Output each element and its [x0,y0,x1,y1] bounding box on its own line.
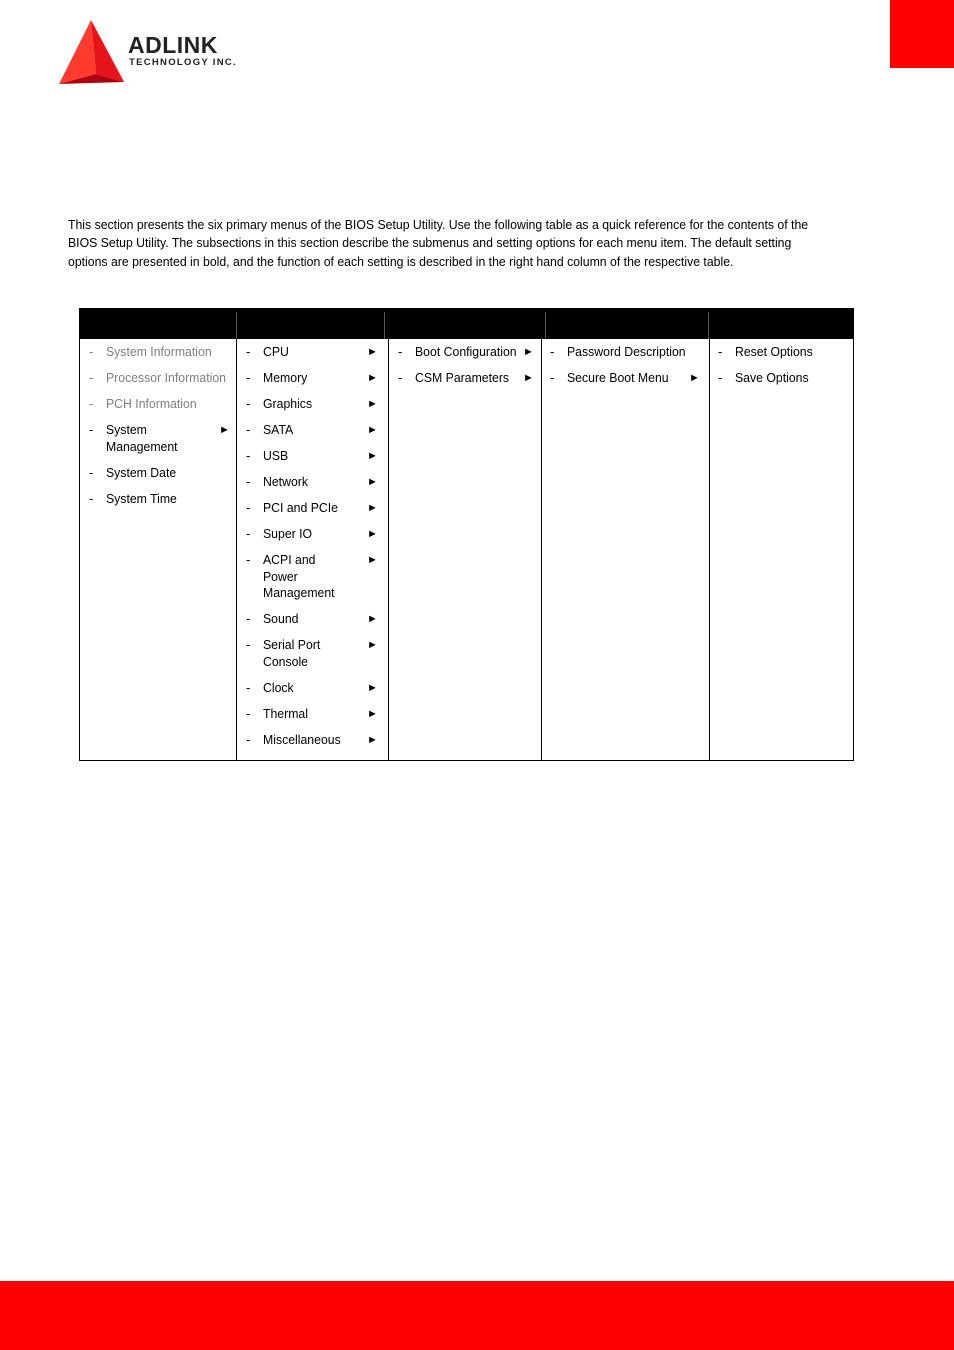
submenu-arrow-icon: ► [367,372,378,384]
menu-item[interactable] [246,552,381,602]
brand-name: ADLINK [128,32,218,58]
bullet-dash: - [246,731,251,747]
column-divider [388,339,389,760]
menu-item[interactable] [89,370,229,387]
menu-item[interactable] [89,344,229,361]
menu-item-label: System Information [106,344,212,359]
menu-item[interactable] [246,526,381,543]
submenu-arrow-icon: ► [367,613,378,625]
menu-item[interactable] [89,422,229,455]
menu-item[interactable] [718,370,848,387]
menu-item[interactable] [550,344,705,361]
menu-item-label: Serial Port Console [263,637,321,669]
menu-item-label: Reset Options [735,344,813,359]
menu-item[interactable] [89,465,229,482]
bullet-dash: - [246,448,251,463]
bios-menu-table [79,308,854,761]
submenu-arrow-icon: ► [523,372,534,384]
submenu-arrow-icon: ► [367,346,378,358]
menu-item-label: CSM Parameters [415,370,510,385]
menu-item[interactable] [246,396,381,413]
menu-item-label: Boot Configuration [415,344,517,359]
submenu-arrow-icon: ► [367,528,378,540]
bullet-dash: - [246,344,251,359]
column-save-exit [718,344,848,396]
bullet-dash: - [246,526,251,541]
menu-item[interactable] [246,500,381,517]
menu-item-label: System Date [106,464,177,480]
menu-item[interactable] [398,370,536,387]
menu-item[interactable] [550,370,705,387]
column-divider [709,339,710,760]
submenu-arrow-icon: ► [367,398,378,410]
bullet-dash: - [398,344,403,359]
table-header-row [79,308,854,339]
menu-item-label: Thermal [263,705,308,721]
submenu-arrow-icon: ► [367,639,378,651]
column-divider [541,339,542,760]
menu-item-label: Miscellaneous [263,731,341,747]
column-security [550,344,705,396]
menu-item-label: Clock [263,679,294,695]
column-boot [398,344,536,396]
bullet-dash: - [550,370,555,385]
adlink-triangle-icon [58,18,128,86]
menu-item-label: Password Description [567,344,686,359]
bullet-dash: - [246,474,251,489]
column-divider [236,339,237,760]
bullet-dash: - [246,679,251,695]
submenu-arrow-icon: ► [367,450,378,462]
bullet-dash: - [550,344,555,359]
menu-item-label: PCI and PCIe [263,500,338,515]
bullet-dash: - [89,344,94,359]
column-advanced [246,344,381,758]
submenu-arrow-icon: ► [367,554,378,566]
bullet-dash: - [89,396,94,411]
bullet-dash: - [718,370,723,385]
brand-tagline: TECHNOLOGY INC. [129,57,237,68]
menu-item[interactable] [246,680,381,697]
submenu-arrow-icon: ► [367,707,378,720]
bullet-dash: - [89,422,94,437]
submenu-arrow-icon: ► [689,372,700,384]
menu-item-label: PCH Information [106,396,197,411]
menu-item-label: Save Options [735,370,809,385]
menu-item-label: Processor Information [106,370,226,385]
menu-item-label: Memory [263,370,308,385]
menu-item-label: SATA [263,422,294,437]
bullet-dash: - [89,490,94,506]
menu-item[interactable] [718,344,848,361]
submenu-arrow-icon: ► [367,424,378,436]
menu-item-label: ACPI and Power Management [263,552,335,600]
bullet-dash: - [246,552,251,567]
bullet-dash: - [246,396,251,411]
menu-item[interactable] [246,422,381,439]
menu-item[interactable] [246,370,381,387]
menu-item-label: USB [263,448,289,463]
bullet-dash: - [246,370,251,385]
bullet-dash: - [398,370,403,385]
menu-item-label: System Time [106,490,177,506]
column-main [89,344,229,517]
menu-item[interactable] [246,732,381,749]
submenu-arrow-icon: ► [367,476,378,488]
bullet-dash: - [718,344,723,359]
submenu-arrow-icon: ► [523,346,534,358]
submenu-arrow-icon: ► [367,733,378,746]
bullet-dash: - [89,370,94,385]
corner-tab [890,0,954,68]
menu-item-label: Graphics [263,396,313,411]
menu-item[interactable] [246,611,381,628]
menu-item-label: Sound [263,611,299,626]
footer-bar [0,1281,954,1350]
menu-item[interactable] [246,474,381,491]
menu-item-label: CPU [263,344,289,359]
menu-item[interactable] [246,706,381,723]
bullet-dash: - [246,705,251,721]
bullet-dash: - [246,637,251,652]
bullet-dash: - [246,422,251,437]
menu-item[interactable] [246,448,381,465]
adlink-logo [58,18,268,86]
intro-paragraph: This section presents the six primary menus of the BIOS Setup Utility. Use the following table as a quick reference for the contents of the BIOS Setup Utility. The subsections in this section describe the submenus and setting options for each menu item. The default setting options are presented in bold, and the function of each setting is described in the right hand column of the respective table. [68,217,809,269]
menu-item[interactable] [89,396,229,413]
menu-item-label: Secure Boot Menu [567,370,669,385]
menu-item-label: Network [263,474,308,489]
menu-item-label: Super IO [263,526,313,541]
bullet-dash: - [246,611,251,626]
submenu-arrow-icon: ► [219,424,230,436]
menu-item[interactable] [246,637,381,670]
bullet-dash: - [246,500,251,515]
submenu-arrow-icon: ► [367,502,378,514]
menu-item-label: System Management [106,422,178,454]
menu-item[interactable] [398,344,536,361]
menu-item[interactable] [89,491,229,508]
bullet-dash: - [89,464,94,480]
menu-item[interactable] [246,344,381,361]
submenu-arrow-icon: ► [367,681,378,694]
